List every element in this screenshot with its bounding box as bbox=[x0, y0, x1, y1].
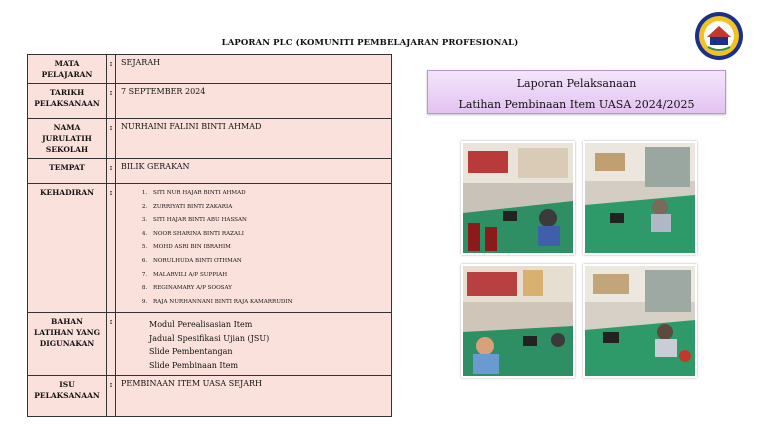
materials-list bbox=[121, 316, 388, 372]
attendee-item: 3. SITI HAJAR BINTI ABU HASSAN bbox=[149, 214, 388, 228]
material-item: Slide Pembentangan bbox=[149, 347, 233, 357]
workshop-photo-2 bbox=[583, 141, 697, 255]
trainer-value: NURHAINI FALINI BINTI AHMAD bbox=[116, 119, 392, 159]
attendee-item: 5. MOHD ASRI BIN IBRAHIM bbox=[149, 241, 388, 255]
attendee-item: 2. ZURRIYATI BINTI ZAKARIA bbox=[149, 201, 388, 215]
subject-value: SEJARAH bbox=[116, 55, 392, 84]
materials-value bbox=[116, 313, 392, 376]
attendee-item: 7. MALARVILI A/P SUPPIAH bbox=[149, 269, 388, 283]
attendee-item: 4. NOOR SHARINA BINTI RAZALI bbox=[149, 228, 388, 242]
date-value: 7 SEPTEMBER 2024 bbox=[116, 84, 392, 119]
school-logo bbox=[694, 11, 744, 61]
colon: : bbox=[107, 55, 116, 84]
workshop-photo-3 bbox=[461, 264, 575, 378]
banner-line-1: Laporan Pelaksanaan bbox=[516, 77, 637, 90]
attendance-value bbox=[116, 184, 392, 313]
attendee-item: 8. REGINAMARY A/P SOOSAY bbox=[149, 282, 388, 296]
date-label: TARIKH PELAKSANAAN bbox=[28, 84, 107, 119]
report-title: LAPORAN PLC (KOMUNITI PEMBELAJARAN PROFESIONAL) bbox=[221, 38, 519, 48]
banner-line-2: Latihan Pembinaan Item UASA 2024/2025 bbox=[458, 98, 695, 111]
attendee-item: 1. SITI NUR HAJAR BINTI AHMAD bbox=[149, 187, 388, 201]
attendance-list bbox=[121, 187, 388, 309]
material-item: Slide Pembinaan Item bbox=[149, 360, 239, 370]
material-item: Modul Perealisasian Item bbox=[149, 320, 253, 330]
attendee-item: 9. RAJA NURHANNANI BINTI RAJA KAMARRUDIN bbox=[149, 296, 388, 310]
report-banner bbox=[427, 70, 726, 114]
workshop-photo-4 bbox=[583, 264, 697, 378]
workshop-photo-1 bbox=[461, 141, 575, 255]
colon: : bbox=[107, 159, 116, 184]
colon: : bbox=[107, 84, 116, 119]
materials-label: BAHAN LATIHAN YANG DIGUNAKAN bbox=[28, 313, 107, 376]
colon: : bbox=[107, 119, 116, 159]
issue-value: PEMBINAAN ITEM UASA SEJARH bbox=[116, 376, 392, 417]
subject-label: MATA PELAJARAN bbox=[28, 55, 107, 84]
report-details-table bbox=[27, 54, 392, 417]
colon: : bbox=[107, 313, 116, 376]
venue-label: TEMPAT bbox=[28, 159, 107, 184]
venue-value: BILIK GERAKAN bbox=[116, 159, 392, 184]
attendee-item: 6. NORULHUDA BINTI OTHMAN bbox=[149, 255, 388, 269]
attendance-label: KEHADIRAN bbox=[28, 184, 107, 313]
trainer-label: NAMA JURULATIH SEKOLAH bbox=[28, 119, 107, 159]
colon: : bbox=[107, 376, 116, 417]
colon: : bbox=[107, 184, 116, 313]
issue-label: ISU PELAKSANAAN bbox=[28, 376, 107, 417]
material-item: Jadual Spesifikasi Ujian (JSU) bbox=[149, 333, 270, 343]
